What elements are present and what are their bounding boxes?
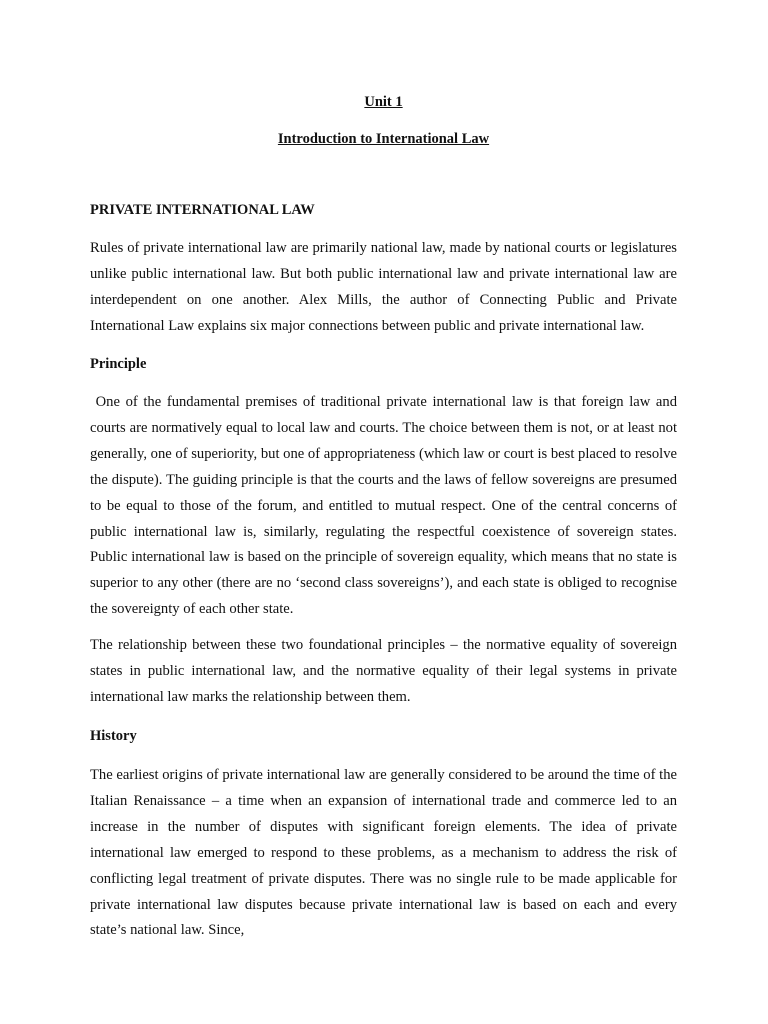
unit-heading: Unit 1 <box>364 94 403 110</box>
document-page <box>90 0 681 1024</box>
paragraph-principle-2: The relationship between these two foundational principles – the normative equality of sovereign states in public international law, and the normative equality of their legal systems in private international law marks the relationship between them. <box>90 637 677 705</box>
paragraph-history: The earliest origins of private international law are generally considered to be around the time of the Italian Renaissance – a time when an expansion of international trade and commerce led to an increase in the number of disputes with significant foreign elements. The idea of private international law emerged to respond to these problems, as a mechanism to address the risk of conflicting legal treatment of private disputes. There was no single rule to be made applicable for private international law disputes because private international law is based on each and every state’s national law. Since, <box>90 767 677 939</box>
document-title: Introduction to International Law <box>277 131 490 147</box>
section-heading-history: History <box>90 728 137 744</box>
paragraph-principle-1: One of the fundamental premises of traditional private international law is that foreign law and courts are normatively equal to local law and courts. The choice between them is not, or at least not generally, one of superiority, but one of appropriateness (which law or court is best placed to resolve the dispute). The guiding principle is that the courts and the laws of fellow sovereigns are presumed to be equal to those of the forum, and entitled to mutual respect. One of the central concerns of public international law is, similarly, regulating the respectful coexistence of sovereign states. Public international law is based on the principle of sovereign equality, which means that no state is superior to any other (there are no ‘second class sovereigns’), and each state is obliged to recognise the sovereignty of each other state. <box>90 394 681 618</box>
section-heading-private-international-law: PRIVATE INTERNATIONAL LAW <box>90 202 315 218</box>
paragraph-private-international-law: Rules of private international law are primarily national law, made by national courts or legislatures unlike public international law. But both public international law and private international law are interdependent on one another. Alex Mills, the author of Connecting Public and Private International Law explains six major connections between public and private international law. <box>90 240 677 334</box>
section-heading-principle: Principle <box>90 356 147 372</box>
